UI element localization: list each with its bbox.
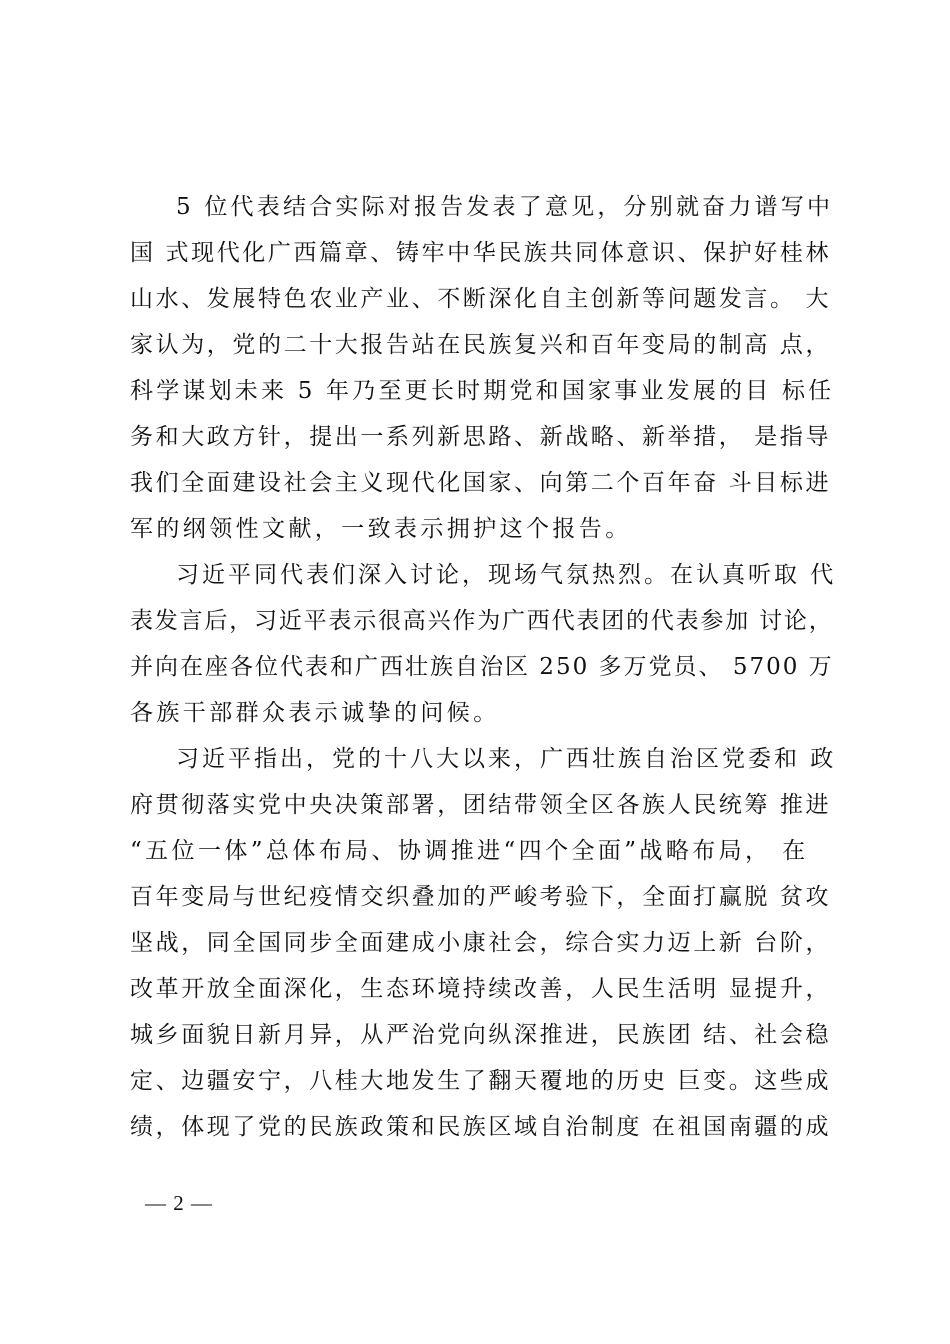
paragraph-1-line-3: 山水、发展特色农业产业、不断深化自主创新等问题发言。 大: [130, 286, 832, 312]
paragraph-3-line-5: 坚战，同全国同步全面建成小康社会，综合实力迈上新 台阶，: [130, 930, 832, 956]
page-number: — 2 —: [145, 1191, 213, 1215]
paragraph-3-line-3: “五位一体”总体布局、协调推进“四个全面”战略布局， 在: [130, 838, 809, 864]
paragraph-1-line-6: 务和大政方针，提出一系列新思路、新战略、新举措， 是指导: [130, 424, 832, 450]
paragraph-3-line-7: 城乡面貌日新月异，从严治党向纵深推进，民族团 结、社会稳: [130, 1022, 832, 1048]
paragraph-1-line-5: 科学谋划未来 5 年乃至更长时期党和国家事业发展的目 标任: [130, 378, 835, 404]
paragraph-2-line-3: 并向在座各位代表和广西壮族自治区 250 多万党员、 5700 万: [130, 654, 834, 680]
paragraph-3-line-2: 府贯彻落实党中央决策部署，团结带领全区各族人民统筹 推进: [130, 792, 832, 818]
paragraph-1-line-4: 家认为，党的二十大报告站在民族复兴和百年变局的制高 点，: [130, 332, 832, 358]
paragraph-2-line-4: 各族干部群众表示诚挚的问候。: [130, 700, 500, 726]
paragraph-2-line-2: 表发言后，习近平表示很高兴作为广西代表团的代表参加 讨论，: [130, 608, 834, 634]
paragraph-3-line-1: 习近平指出，党的十八大以来，广西壮族自治区党委和 政: [176, 746, 837, 772]
paragraph-2-line-1: 习近平同代表们深入讨论，现场气氛热烈。在认真听取 代: [176, 562, 837, 588]
paragraph-1-line-8: 军的纲领性文献，一致表示拥护这个报告。: [130, 516, 632, 542]
paragraph-1-line-2: 国 式现代化广西篇章、铸牢中华民族共同体意识、保护好桂林: [130, 240, 832, 266]
paragraph-3-line-6: 改革开放全面深化，生态环境持续改善，人民生活明 显提升，: [130, 976, 832, 1002]
paragraph-3-line-4: 百年变局与世纪疫情交织叠加的严峻考验下，全面打赢脱 贫攻: [130, 884, 832, 910]
paragraph-3-line-8: 定、边疆安宁，八桂大地发生了翻天覆地的历史 巨变。这些成: [130, 1068, 832, 1094]
paragraph-1-line-1: 5 位代表结合实际对报告发表了意见，分别就奋力谱写中: [176, 194, 834, 220]
paragraph-3-line-9: 绩，体现了党的民族政策和民族区域自治制度 在祖国南疆的成: [130, 1114, 832, 1140]
paragraph-1-line-7: 我们全面建设社会主义现代化国家、向第二个百年奋 斗目标进: [130, 470, 832, 496]
